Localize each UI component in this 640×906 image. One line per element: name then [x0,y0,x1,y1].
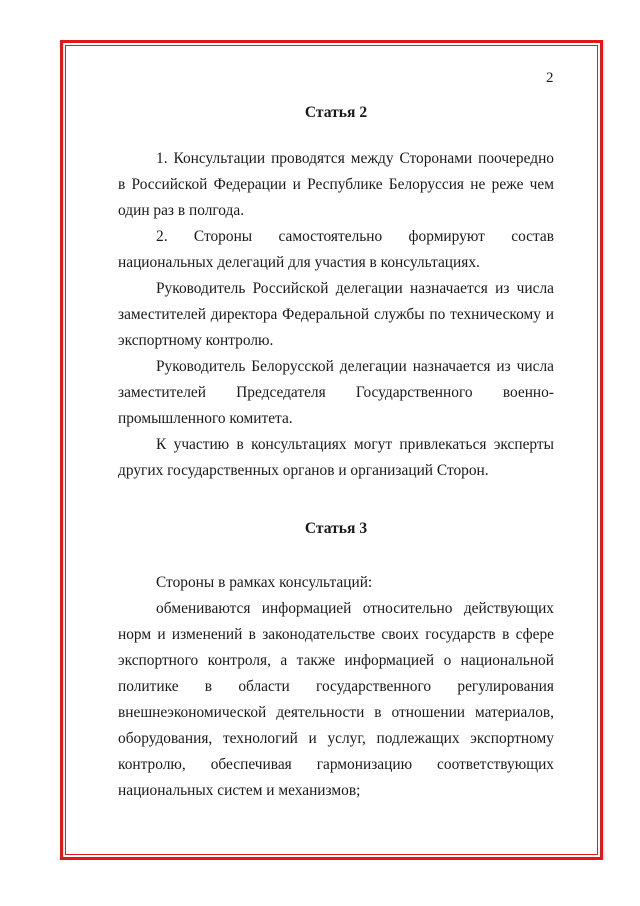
article-2-paragraph: Руководитель Белорусской делегации назначается из числа заместителей Председателя Государственного военно-промышленного комитета. [118,358,554,427]
article-3-paragraph: Стороны в рамках консультаций: [156,574,373,591]
document-body [118,100,554,804]
page-number: 2 [546,70,554,86]
article-2-heading: Статья 2 [304,104,368,121]
article-2-paragraph: Руководитель Российской делегации назначается из числа заместителей директора Федеральной службы по техническому и экспортному контролю. [118,280,554,349]
article-2-paragraph: 2. Стороны самостоятельно формируют состав национальных делегаций для участия в консультациях. [118,228,554,271]
article-2-paragraph: К участию в консультациях могут привлекаться эксперты других государственных органов и организаций Сторон. [118,436,554,479]
article-3-paragraph: обмениваются информацией относительно действующих норм и изменений в законодательстве своих государств в сфере экспортного контроля, а также информацией о национальной политике в области государственного регулирования внешнеэкономической деятельности в отношении материалов, оборудования, технологий и услуг, подлежащих экспортному контролю, обеспечивая гармонизацию соответствующих национальных систем и механизмов; [118,600,554,799]
article-3-heading: Статья 3 [304,520,368,537]
article-2-paragraph: 1. Консультации проводятся между Сторонами поочередно в Российской Федерации и Республике Белоруссия не реже чем один раз в полгода. [118,150,554,219]
